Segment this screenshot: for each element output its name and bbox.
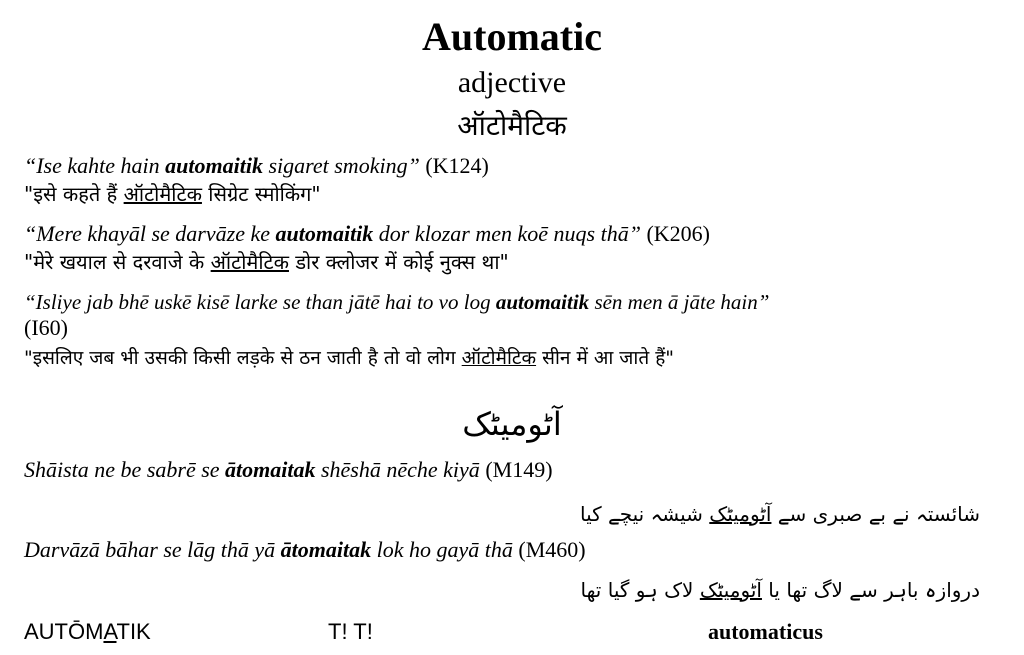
example-1-hindi: "इसे कहते हैं ऑटोमैटिक सिग्रेट स्मोकिंग" [24,182,321,206]
example-3-hindi: "इसलिए जब भी उसकी किसी लड़के से ठन जाती है तो वो लोग ऑटोमैटिक सीन में आ जाते हैं" [24,347,675,369]
stress-pattern: T! T! [328,619,373,644]
headword: Automatic [422,14,602,59]
example-1-english: “Ise kahte hain automaitik sigaret smoking” (K124) [24,153,489,178]
pronunciation: AUTŌMATIK [24,619,151,644]
urdu-example-2-translit: Darvāzā bāhar se lāg thā yā ātomaitak lok ho gayā thā (M460) [24,537,586,562]
example-3-english: “Isliye jab bhē uskē kisē larke se than jātē hai to vo log automaitik sēn men ā jāte hain” [24,290,770,314]
urdu-example-1-urdu: شائستہ نے بے صبری سے آٹومیٹک شیشہ نیچے کیا [579,502,980,526]
example-2-hindi: "मेरे खयाल से दरवाजे के ऑटोमैटिक डोर क्लोजर में कोई नुक्स था" [24,250,509,274]
example-3-ref: (I60) [24,315,68,340]
hindi-headword: ऑटोमैटिक [457,109,567,142]
urdu-example-1-translit: Shāista ne be sabrē se ātomaitak shēshā nēche kiyā (M149) [24,457,553,482]
part-of-speech: adjective [457,66,567,99]
urdu-headword: آٹومیٹک [462,405,562,443]
urdu-example-2-urdu: دروازہ باہر سے لاگ تھا یا آٹومیٹک لاک ہو گیا تھا [580,578,980,602]
etymology: automaticus [708,619,823,644]
example-2-english: “Mere khayāl se darvāze ke automaitik dor klozar men koē nuqs thā” (K206) [24,221,710,246]
